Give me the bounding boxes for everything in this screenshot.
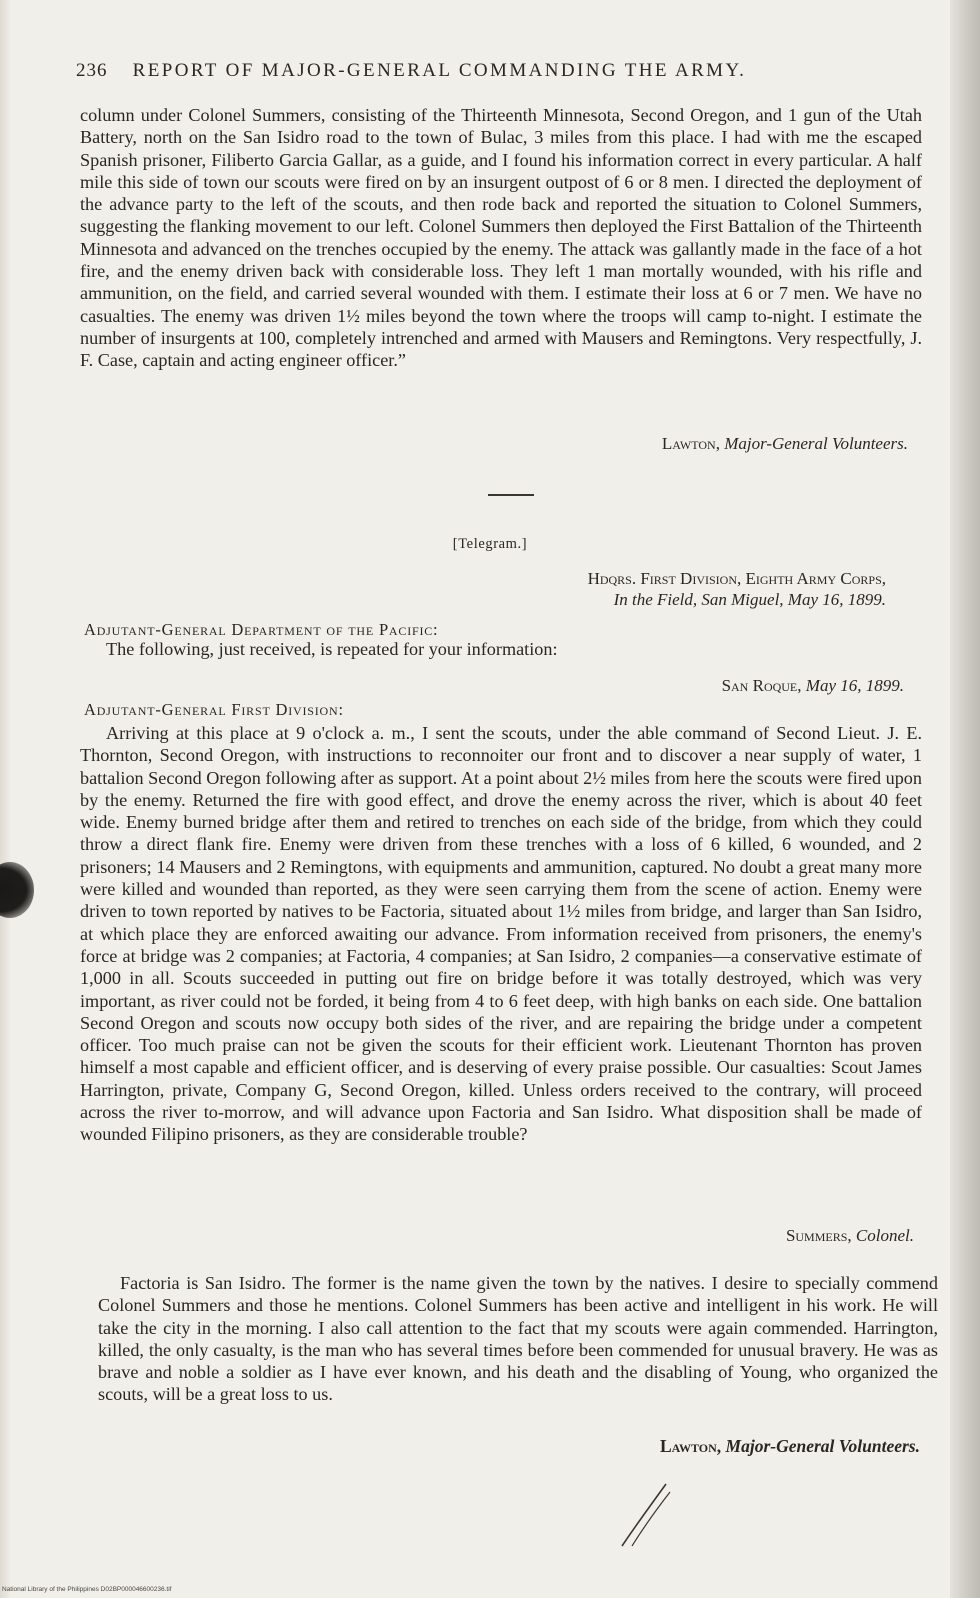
headquarters-line: Hdqrs. First Division, Eighth Army Corps,	[587, 569, 886, 588]
signature-name: Lawton,	[661, 434, 720, 453]
telegram-label: [Telegram.]	[452, 536, 528, 552]
signature-name: Lawton,	[659, 1436, 722, 1456]
dateline	[722, 676, 904, 696]
signature-summers	[786, 1226, 914, 1246]
addressee-division: Adjutant-General First Division:	[84, 700, 344, 719]
page-number: 236	[76, 60, 108, 81]
dateline-place: San Roque,	[721, 676, 802, 695]
headquarters-heading	[588, 568, 886, 610]
addressee-department: Adjutant-General Department of the Pacific:	[84, 620, 439, 639]
paragraph-repeated-info: The following, just received, is repeated for your information:	[106, 639, 558, 659]
paragraph-summers-report: Arriving at this place at 9 o'clock a. m., I sent the scouts, under the able command of Second Lieut. J. E. Thornton, Second Oregon, with instructions to reconnoiter our front and to discover a near supply of water, 1 battalion Second Oregon following after as support. At a point about 2½ miles from here the scouts were fired upon by the enemy. Returned the fire with good effect, and drove the enemy across the river, which is about 40 feet wide. Enemy burned bridge after them and retired to trenches on each side of the bridge, from which they could throw a direct flank fire. Enemy were driven from these trenches with a loss of 6 killed, 6 wounded, and 2 prisoners; 14 Mausers and 2 Remingtons, with equipments and ammunition, captured. No doubt a great many more were killed and wounded than reported, as they were seen carrying them from the scene of action. Enemy were driven to town reported by natives to be Factoria, situated about 1½ miles from bridge, and larger than San Isidro, at which place they are enforced awaiting our advance. From information received from prisoners, the enemy's force at bridge was 2 companies; at Factoria, 4 companies; at San Isidro, 2 companies—a conservative estimate of 1,000 in all. Scouts succeeded in putting out fire on bridge before it was totally destroyed, which was very important, as river could not be forded, it being from 4 to 6 feet deep, with high banks on each side. One battalion Second Oregon and scouts now occupy both sides of the river, and are repairing the bridge under a competent officer. Too much praise can not be given the scouts for their efficient work. Lieutenant Thornton has proven himself a most capable and efficient officer, and is deserving of every praise possible. Our casualties: Scout James Harrington, private, Company G, Second Oregon, killed. Unless orders received to the contrary, will proceed across the river to-morrow, and will advance upon Factoria and San Isidro. What disposition shall be made of wounded Filipino prisoners, as they are considerable trouble?	[80, 723, 922, 1145]
scan-footer: National Library of the Philippines D02BP000046600236.tif	[2, 1586, 172, 1593]
paragraph-case-report: column under Colonel Summers, consisting of the Thirteenth Minnesota, Second Oregon, and 1 gun of the Utah Battery, north on the San Isidro road to the town of Bulac, 3 miles from this place. I had with me the escaped Spanish prisoner, Filiberto Garcia Gallar, as a guide, and I found his information correct in every particular. A half mile this side of town our scouts were fired on by an insurgent outpost of 6 or 8 men. I directed the deployment of the advance party to the left of the scouts, and then rode back and reported the situation to Colonel Summers, suggesting the flanking movement to our left. Colonel Summers then deployed the First Battalion of the Thirteenth Minnesota and advanced on the trenches occupied by the enemy. The attack was gallantly made in the face of a hot fire, and the enemy driven back with considerable loss. They left 1 man mortally wounded, with his rifle and ammunition, on the field, and carried several wounded with them. I estimate their loss at 6 or 7 men. We have no casualties. The enemy was driven 1½ miles beyond the town where the troops will camp to-night. I estimate the number of insurgents at 100, completely intrenched and armed with Mausers and Remingtons. Very respectfully, J. F. Case, captain and acting engineer officer.”	[80, 105, 922, 371]
running-head	[76, 60, 906, 82]
signature-lawton-1	[662, 434, 908, 454]
signature-name: Summers,	[785, 1226, 852, 1245]
signature-title: Major-General Volunteers.	[725, 1436, 920, 1456]
headquarters-place-date: In the Field, San Miguel, May 16, 1899.	[613, 590, 886, 609]
paragraph-commendation: Factoria is San Isidro. The former is the name given the town by the natives. I desire to specially commend Colonel Summers and those he mentions. Colonel Summers has been active and intelligent in his work. He will take the city in the morning. I also call attention to the fact that my scouts were again commended. Harrington, killed, the only casualty, is the man who has several times before been commended for unusual bravery. He was as brave and noble a soldier as I have ever known, and his death and the disabling of Young, who organized the scouts, will be a great loss to us.	[98, 1273, 938, 1405]
signature-lawton-2	[660, 1436, 920, 1457]
section-divider	[488, 494, 534, 496]
signature-title: Major-General Volunteers.	[724, 434, 908, 453]
dateline-date: May 16, 1899.	[805, 676, 904, 695]
running-title: REPORT OF MAJOR-GENERAL COMMANDING THE ARMY.	[132, 60, 747, 81]
signature-title: Colonel.	[855, 1226, 914, 1245]
pen-mark	[612, 1480, 672, 1550]
